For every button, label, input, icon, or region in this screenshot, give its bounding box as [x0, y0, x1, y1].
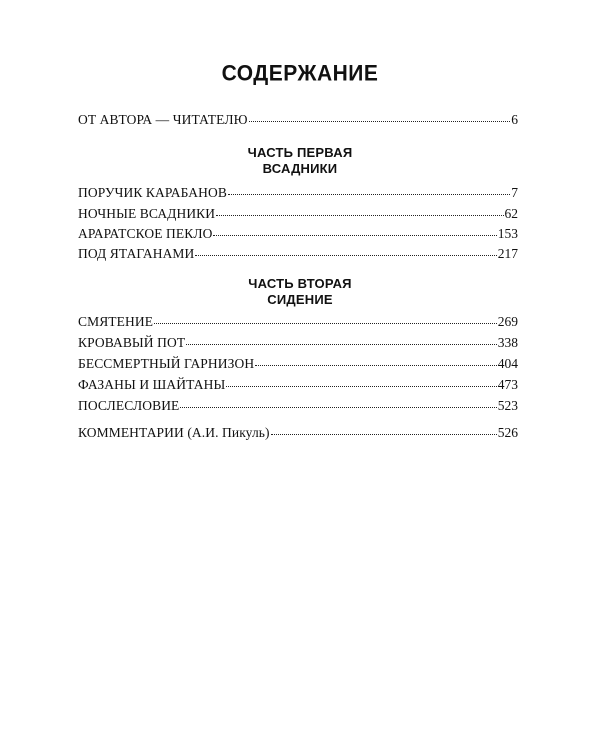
toc-entry-label: КРОВАВЫЙ ПОТ [78, 335, 186, 350]
toc-entry [78, 206, 518, 222]
toc-entry-page: 217 [497, 246, 518, 261]
toc-entry-label: БЕССМЕРТНЫЙ ГАРНИЗОН [78, 356, 255, 371]
dot-leader [154, 322, 497, 324]
dot-leader [213, 234, 496, 236]
toc-entry-label: КОММЕНТАРИИ (А.И. Пикуль) [78, 425, 270, 440]
part-one-title: ВСАДНИКИ [262, 161, 338, 176]
toc-entry [78, 356, 518, 372]
toc-entry-page: 153 [497, 226, 518, 241]
dot-leader [249, 120, 511, 122]
toc-entry [78, 335, 518, 351]
toc-entry-page: 523 [497, 398, 518, 413]
dot-leader [226, 385, 496, 387]
toc-entry-page: 404 [497, 356, 518, 371]
toc-entry-page: 338 [497, 335, 518, 350]
toc-entry [78, 398, 518, 414]
toc-entry-page: 62 [504, 206, 518, 221]
toc-entry-label: ПОД ЯТАГАНАМИ [78, 246, 195, 261]
page-title: СОДЕРЖАНИЕ [221, 61, 379, 86]
toc-entry [78, 226, 518, 242]
toc-entry-page: 526 [497, 425, 518, 440]
toc-entry-page: 269 [497, 314, 518, 329]
toc-entry [78, 314, 518, 330]
toc-entry-commentary [78, 425, 518, 441]
toc-entry-label: СМЯТЕНИЕ [78, 314, 154, 329]
dot-leader [195, 254, 496, 256]
toc-entry-page: 6 [511, 112, 518, 127]
dot-leader [255, 364, 497, 366]
toc-entry-label: ПОРУЧИК КАРАБАНОВ [78, 185, 227, 200]
dot-leader [180, 406, 496, 408]
toc-entry-label: ПОСЛЕСЛОВИЕ [78, 398, 180, 413]
toc-entry-preface [78, 112, 518, 128]
dot-leader [216, 214, 503, 216]
toc-entry-label: ФАЗАНЫ И ШАЙТАНЫ [78, 377, 226, 392]
dot-leader [228, 193, 510, 195]
part-two-heading: ЧАСТЬ ВТОРАЯ [248, 276, 352, 291]
part-one-heading: ЧАСТЬ ПЕРВАЯ [247, 145, 353, 160]
part-two-title: СИДЕНИЕ [267, 292, 333, 307]
toc-entry [78, 185, 518, 201]
toc-entry [78, 377, 518, 393]
toc-entry [78, 246, 518, 262]
toc-entry-label: ОТ АВТОРА — ЧИТАТЕЛЮ [78, 112, 248, 127]
toc-entry-page: 7 [511, 185, 518, 200]
toc-entry-label: АРАРАТСКОЕ ПЕКЛО [78, 226, 213, 241]
toc-entry-label: НОЧНЫЕ ВСАДНИКИ [78, 206, 216, 221]
dot-leader [186, 343, 497, 345]
dot-leader [271, 433, 497, 435]
toc-entry-page: 473 [497, 377, 518, 392]
